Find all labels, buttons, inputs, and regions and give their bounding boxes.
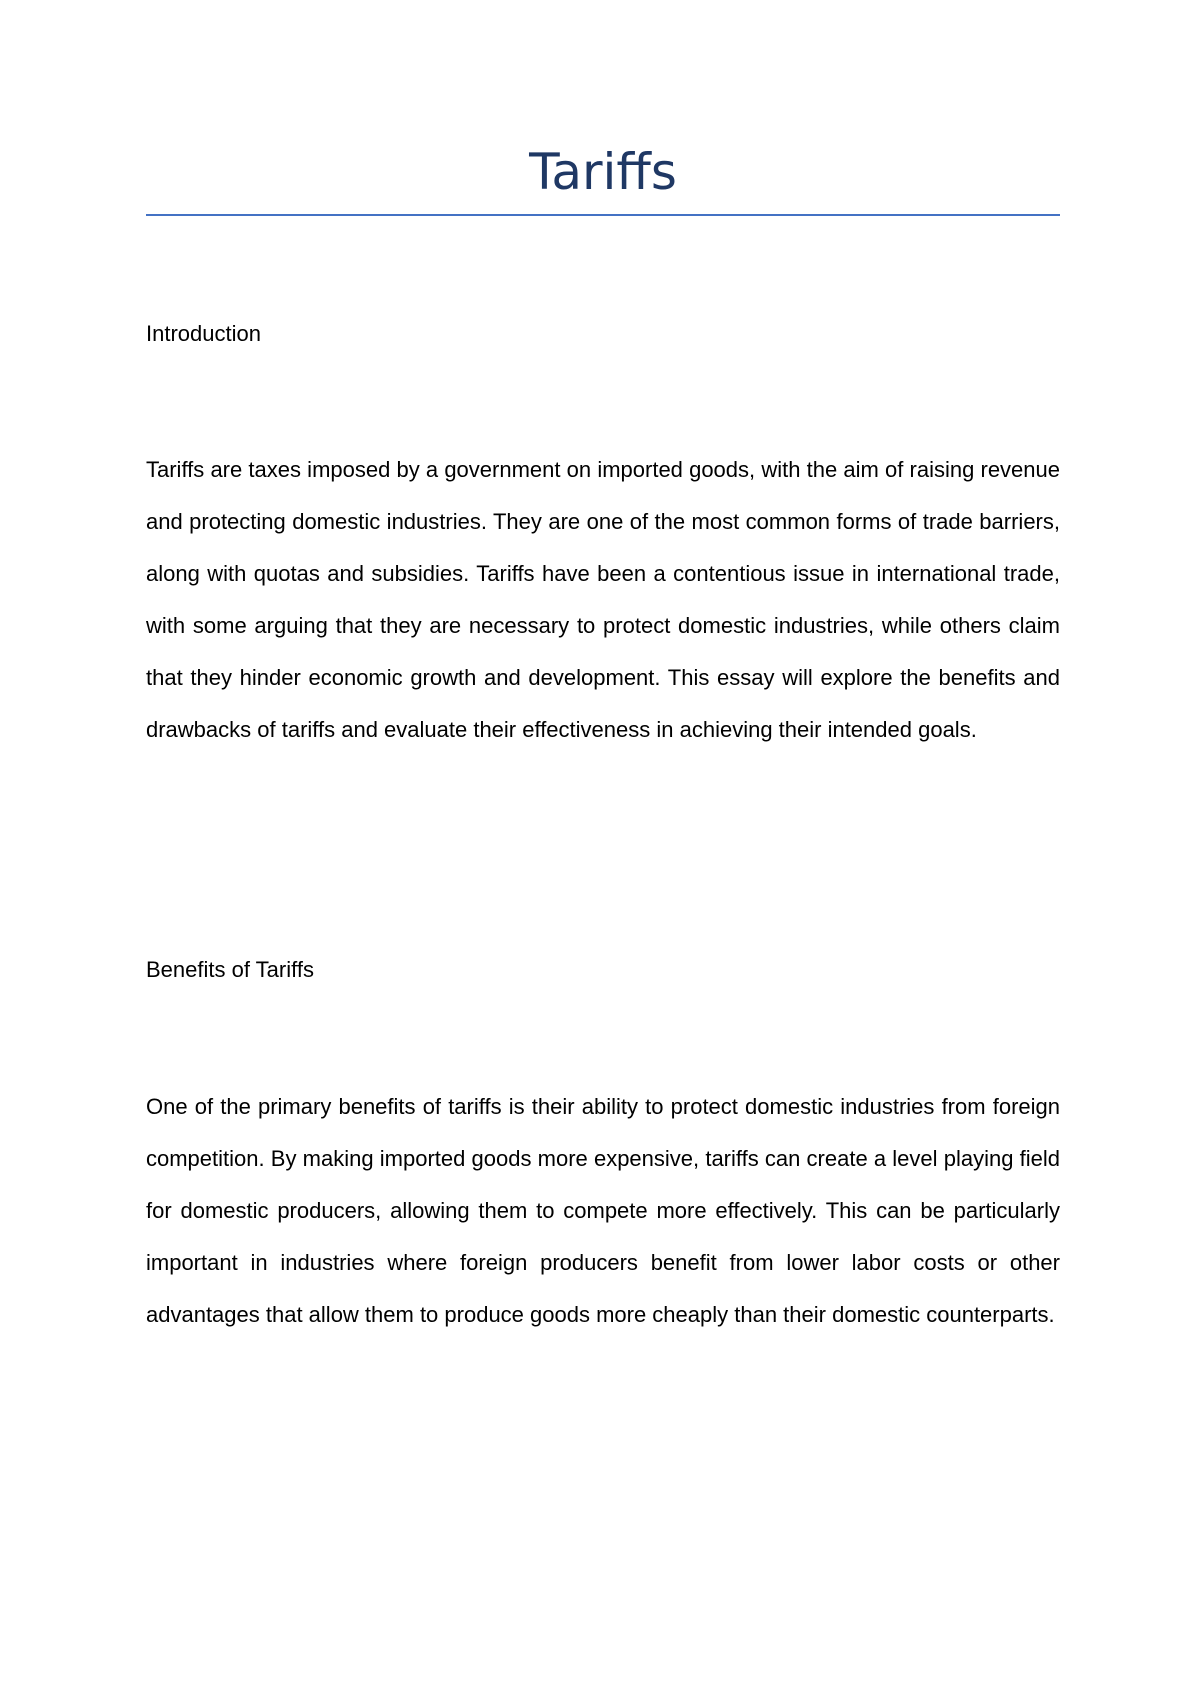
section-paragraph-benefits: One of the primary benefits of tariffs is their ability to protect domestic industries from foreign competition. By making imported goods more expensive, tariffs can create a level playing field for domestic producers, allowing them to compete more effectively. This can be particularly important in industries where foreign producers benefit from lower labor costs or other advantages that allow them to produce goods more cheaply than their domestic counterparts. xyxy=(146,1094,1060,1327)
document-title: Tariffs xyxy=(529,143,677,201)
section-heading-introduction: Introduction xyxy=(146,321,261,346)
section-paragraph-introduction: Tariffs are taxes imposed by a government on imported goods, with the aim of raising revenue and protecting domestic industries. They are one of the most common forms of trade barriers, along with quotas and subsidies. Tariffs have been a contentious issue in international trade, with some arguing that they are necessary to protect domestic industries, while others claim that they hinder economic growth and development. This essay will explore the benefits and drawbacks of tariffs and evaluate their effectiveness in achieving their intended goals. xyxy=(146,457,1060,742)
title-underline-rule xyxy=(146,214,1060,216)
section-heading-benefits: Benefits of Tariffs xyxy=(146,957,314,982)
